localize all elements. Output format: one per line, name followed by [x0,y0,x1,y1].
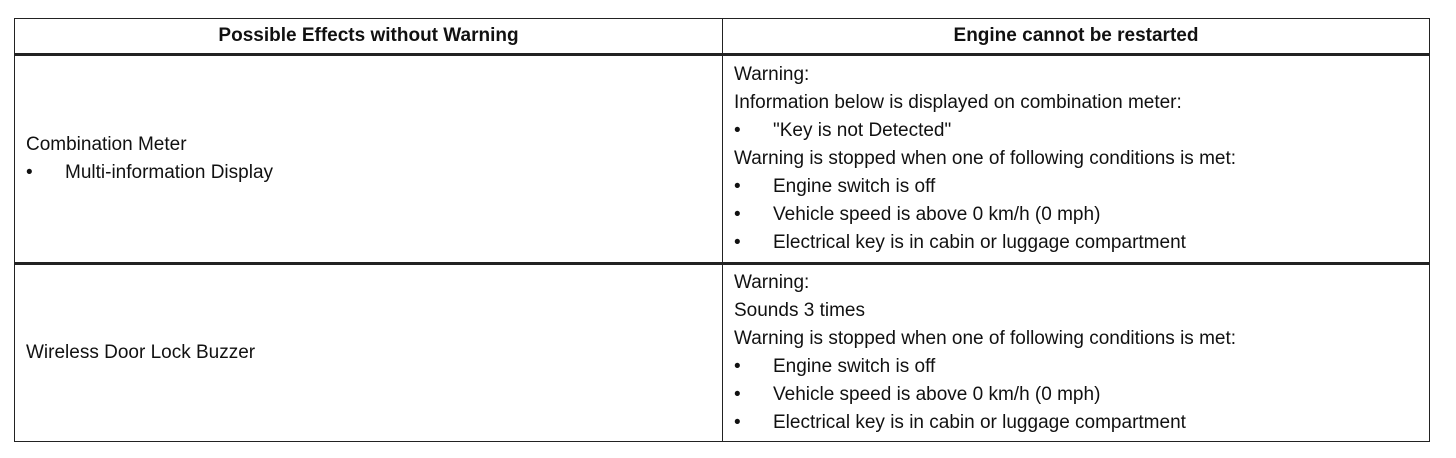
warning-cell [723,55,1430,264]
stop-condition-line: Warning is stopped when one of following conditions is met: [734,328,1237,349]
stop-bullet-item: • Engine switch is off [734,173,1429,201]
stop-bullet-item: • Vehicle speed is above 0 km/h (0 mph) [734,201,1429,229]
bullet-marker: • [734,120,741,141]
bullet-marker: • [734,204,741,225]
effect-bullet-item: • Multi-information Display [26,159,722,187]
info-line: Information below is displayed on combination meter: [734,92,1182,113]
stop-bullet-item: • Vehicle speed is above 0 km/h (0 mph) [734,381,1429,409]
column-header-condition: Engine cannot be restarted [723,19,1430,55]
stop-bullet-item: • Engine switch is off [734,353,1429,381]
bullet-marker: • [734,356,741,377]
warning-cell [723,264,1430,442]
bullet-marker: • [734,232,741,253]
table-header-row [15,19,1430,55]
effect-cell [15,55,723,264]
stop-bullet-item: • Electrical key is in cabin or luggage compartment [734,229,1429,257]
bullet-marker: • [734,412,741,433]
effect-title: Wireless Door Lock Buzzer [26,342,256,363]
effect-cell [15,264,723,442]
info-bullet-item: • "Key is not Detected" [734,117,1429,145]
stop-condition-line: Warning is stopped when one of following conditions is met: [734,148,1237,169]
effect-title: Combination Meter [26,134,187,155]
info-line: Sounds 3 times [734,300,865,321]
bullet-marker: • [734,176,741,197]
bullet-marker: • [26,162,33,183]
column-header-effects: Possible Effects without Warning [15,19,723,55]
warning-label: Warning: [734,64,810,85]
warnings-table [14,18,1430,442]
table-row [15,55,1430,264]
stop-bullet-item: • Electrical key is in cabin or luggage compartment [734,409,1429,437]
table-row [15,264,1430,442]
bullet-marker: • [734,384,741,405]
warning-label: Warning: [734,272,810,293]
